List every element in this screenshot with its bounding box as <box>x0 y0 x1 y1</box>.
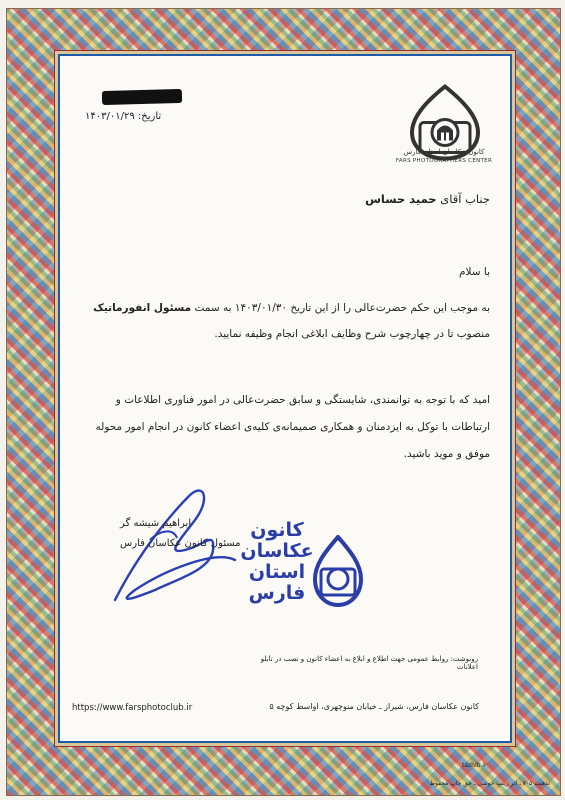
designer-credit-fa: تذهیب ۷۰۵ ـ اثر زینب خوشی ـ حق چاپ محفوظ <box>429 780 550 787</box>
stamp-line: فارس <box>248 582 306 604</box>
signatory-title: مسئول کانون عکاسان فارس <box>120 538 241 549</box>
copy-note: رونوشت: روابط عمومی جهت اطلاع و ابلاغ به اعضاء کانون و نصب در تابلو اعلانات <box>260 655 478 671</box>
appointment-text: به موجب این حکم حضرت‌عالی را از این تاریخ ۱۴۰۳/۰۱/۳۰ به سمت <box>194 302 490 314</box>
recipient-prefix: جناب آقای <box>440 192 490 206</box>
stamp-text <box>232 520 322 604</box>
wish-line-2: ارتباطات با توکل به ایزدمنان و همکاری صمیمانه‌ی کلیه‌ی اعضاء کانون در انجام امور محوله <box>95 421 490 433</box>
greeting: با سلام <box>458 266 490 278</box>
appointment-line-1 <box>93 300 490 316</box>
redacted-letter-number <box>102 89 182 105</box>
designer-credit: tazhib.ir <box>462 762 487 769</box>
signatory-name: ابراهیم شیشه گر <box>120 518 192 529</box>
appointment-line-2: منصوب تا در چهارچوب شرح وظایف ابلاغی انجام وظیفه نمایید. <box>214 328 490 340</box>
letter-date: تاریخ: ۱۴۰۳/۰۱/۲۹ <box>85 111 162 122</box>
logo-label-english: FARS PHOTOGRAPHERS CENTER <box>395 158 493 164</box>
stamp-line: کانون <box>250 519 304 541</box>
stamp-line: استان <box>248 561 306 583</box>
recipient-line <box>365 192 490 206</box>
stamp-line: عکاسان <box>240 540 314 562</box>
recipient-name: حمید حساس <box>365 192 437 206</box>
center-address: کانون عکاسان فارس، شیراز ـ خیابان منوچهری، اواسط کوچه ۵ <box>269 702 479 711</box>
website-url: https://www.farsphotoclub.ir <box>72 703 193 713</box>
wish-line-1: امید که با توجه به توانمندی، شایستگی و سابق حضرت‌عالی در امور فناوری اطلاعات و <box>115 394 490 406</box>
wish-line-3: موفق و موید باشید. <box>403 448 490 460</box>
logo-label: کانون عکاسان استان فارس <box>403 148 485 156</box>
appointment-position: مسئول انفورماتیک <box>93 302 192 314</box>
